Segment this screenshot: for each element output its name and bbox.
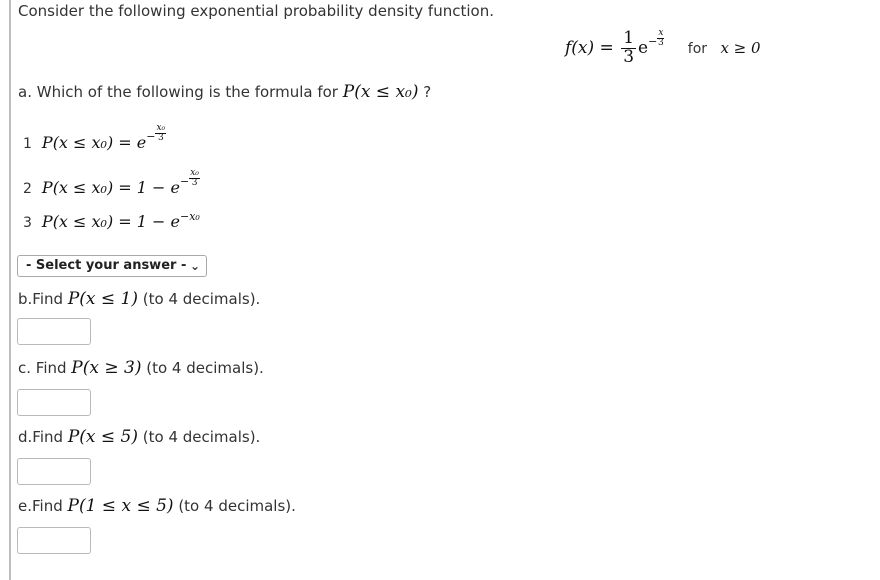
part-b-suffix: (to 4 decimals). — [142, 290, 261, 308]
part-c-math: P(x ≥ 3) — [71, 358, 142, 378]
option-number: 2 — [23, 181, 32, 197]
pdf-lhs: f(x) = — [565, 37, 614, 58]
answer-input-b[interactable] — [17, 318, 91, 345]
option-number: 1 — [23, 136, 32, 152]
pdf-domain-cond: x ≥ 0 — [720, 38, 761, 57]
option-exponent: − x₀ 3 — [180, 168, 199, 188]
chevron-down-icon: ⌄ — [189, 259, 200, 273]
part-d-suffix: (to 4 decimals). — [142, 428, 261, 446]
answer-input-c[interactable] — [17, 389, 91, 416]
part-b-math: P(x ≤ 1) — [67, 289, 138, 309]
part-c-question — [18, 358, 264, 378]
option-number: 3 — [23, 215, 32, 231]
option-exponent: − x₀ 3 — [146, 123, 166, 143]
part-b-question — [18, 289, 260, 309]
pdf-base: e — [638, 37, 649, 58]
part-a-label: a. — [18, 83, 32, 101]
pdf-exponent: − x 3 — [648, 27, 664, 48]
part-a-question — [18, 82, 431, 102]
option-formula: P(x ≤ x₀) = 1 − e — [41, 212, 181, 231]
problem-intro: Consider the following exponential probability density function. — [18, 2, 494, 20]
option-formula: P(x ≤ x₀) = e — [41, 133, 147, 152]
part-e-suffix: (to 4 decimals). — [178, 497, 296, 515]
part-d-label: d.Find — [18, 428, 64, 446]
part-a-math: P(x ≤ x₀) — [342, 82, 419, 102]
option-exponent: −x₀ — [180, 210, 200, 223]
pdf-frac-den: 3 — [623, 46, 635, 67]
option-formula: P(x ≤ x₀) = 1 − e — [41, 178, 181, 197]
part-c-suffix: (to 4 decimals). — [146, 359, 264, 377]
part-e-label: e.Find — [18, 497, 63, 515]
part-d-math: P(x ≤ 5) — [67, 427, 138, 447]
part-e-math: P(1 ≤ x ≤ 5) — [67, 496, 174, 516]
option-1 — [23, 123, 166, 152]
part-d-question — [18, 427, 260, 447]
option-2 — [23, 168, 200, 197]
pdf-frac-num: 1 — [623, 28, 635, 48]
pdf-domain-label: for — [687, 40, 708, 57]
option-3 — [23, 212, 200, 231]
part-b-label: b.Find — [18, 290, 64, 308]
left-border — [9, 0, 11, 580]
select-label: - Select your answer - — [26, 258, 187, 273]
pdf-formula — [565, 27, 761, 67]
answer-select[interactable] — [17, 255, 207, 277]
part-e-question — [18, 496, 296, 516]
part-a-suffix: ? — [423, 83, 432, 101]
answer-input-e[interactable] — [17, 527, 91, 554]
answer-input-d[interactable] — [17, 458, 91, 485]
pdf-fraction — [621, 30, 636, 67]
part-a-text: Which of the following is the formula for — [36, 83, 338, 101]
part-c-label: c. Find — [18, 359, 67, 377]
